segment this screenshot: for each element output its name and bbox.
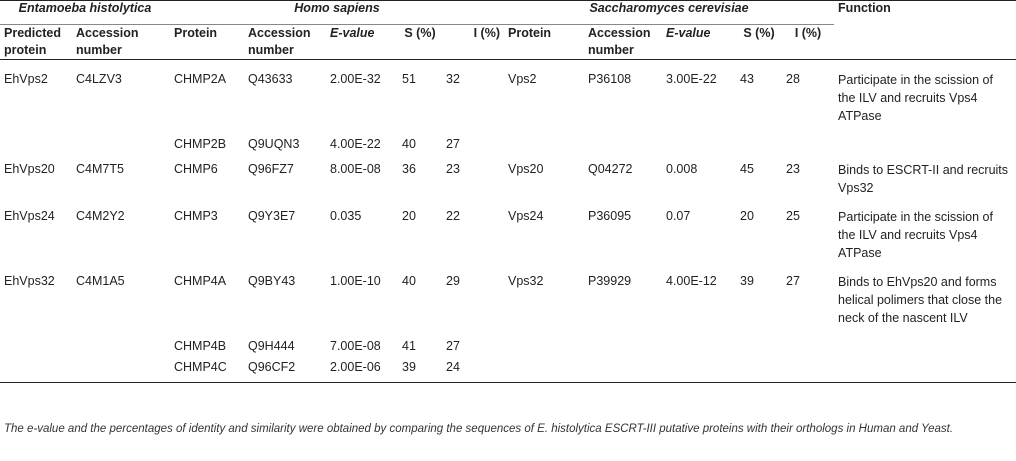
table-row [0,153,1016,197]
col-hs-evalue: E-value [330,26,375,40]
table-row [0,262,1016,327]
hs-s-cell: 40 [402,274,416,288]
function-cell: Participate in the scission of the ILV and recruits Vps4 ATPase [838,210,993,260]
function-cell [834,355,1016,376]
col-sc-protein: Protein [508,26,552,40]
function-cell [834,327,1016,355]
hs-protein-cell: CHMP3 [174,209,218,223]
sc-protein-cell: Vps24 [508,209,544,223]
col-sc-evalue: E-value [666,26,711,40]
col-sc-s: S (%) [743,26,775,40]
sc-s-cell: 43 [740,72,754,86]
hs-i-cell: 29 [446,274,460,288]
eh-protein-cell: EhVps20 [4,162,55,176]
sc-protein-cell [504,327,584,355]
hs-evalue-cell: 8.00E-08 [330,162,381,176]
hs-i-cell: 23 [446,162,460,176]
eh-accession-cell: C4M7T5 [76,162,124,176]
hs-evalue-cell: 1.00E-10 [330,274,381,288]
eh-accession-cell [72,125,170,153]
group-header-row [0,0,1016,25]
sc-accession-cell: P36095 [588,209,632,223]
col-hs-accession: Accession number [248,26,311,57]
eh-protein-cell [0,327,72,355]
sc-i-cell [782,125,834,153]
sc-accession-cell: P36108 [588,72,632,86]
column-header-row [0,25,1016,60]
function-cell: Binds to ESCRT-II and recruits Vps32 [838,163,1009,195]
hs-s-cell: 20 [402,209,416,223]
sc-accession-cell: Q04272 [588,162,633,176]
sc-s-cell: 20 [740,209,754,223]
hs-accession-cell: Q9BY43 [248,274,296,288]
sc-protein-cell: Vps20 [508,162,544,176]
sc-accession-cell [584,125,662,153]
hs-s-cell: 39 [402,360,416,374]
sc-evalue-cell: 0.008 [666,162,698,176]
sc-i-cell: 28 [786,72,800,86]
sc-i-cell: 27 [786,274,800,288]
table-row [0,197,1016,262]
hs-accession-cell: Q96FZ7 [248,162,294,176]
group-entamoeba: Entamoeba histolytica [18,1,152,15]
sc-s-cell: 45 [740,162,754,176]
sc-i-cell [782,355,834,376]
hs-protein-cell: CHMP4B [174,339,227,353]
table-row [0,327,1016,355]
eh-accession-cell [72,355,170,376]
hs-accession-cell: Q9H444 [248,339,295,353]
function-cell: Binds to EhVps20 and forms helical polimers that close the neck of the nascent ILV [838,275,1003,325]
sc-protein-cell: Vps32 [508,274,544,288]
col-predicted-protein: Predicted protein [4,26,61,57]
eh-protein-cell: EhVps24 [4,209,55,223]
eh-accession-cell: C4M1A5 [76,274,125,288]
col-hs-s: S (%) [404,26,436,40]
group-homo-sapiens: Homo sapiens [294,1,380,15]
hs-i-cell: 24 [446,360,460,374]
table-row [0,125,1016,153]
group-saccharomyces: Saccharomyces cerevisiae [589,1,749,15]
sc-evalue-cell: 4.00E-12 [666,274,717,288]
hs-evalue-cell: 2.00E-32 [330,72,381,86]
group-function: Function [838,1,891,15]
table-row [0,60,1016,125]
sc-s-cell: 39 [740,274,754,288]
table-footnote: The e-value and the percentages of identity and similarity were obtained by comparing the sequences of E. histolytica ESCRT-III putative proteins with their orthologs in Human and Yeast. [4,423,954,435]
col-sc-accession: Accession number [588,26,651,57]
sc-evalue-cell: 3.00E-22 [666,72,717,86]
col-eh-accession: Accession number [76,26,139,57]
sc-i-cell [782,327,834,355]
table-body [0,60,1016,376]
hs-evalue-cell: 4.00E-22 [330,137,381,151]
hs-evalue-cell: 2.00E-06 [330,360,381,374]
hs-s-cell: 36 [402,162,416,176]
sc-evalue-cell: 0.07 [666,209,691,223]
eh-accession-cell: C4LZV3 [76,72,122,86]
hs-protein-cell: CHMP2B [174,137,227,151]
col-hs-protein: Protein [174,26,218,40]
sc-i-cell: 23 [786,162,800,176]
eh-protein-cell [0,355,72,376]
sc-evalue-cell [662,355,736,376]
eh-protein-cell [0,125,72,153]
hs-accession-cell: Q9UQN3 [248,137,300,151]
col-sc-i: I (%) [794,26,822,40]
table-row [0,355,1016,376]
hs-s-cell: 51 [402,72,416,86]
function-cell [834,125,1016,153]
hs-i-cell: 27 [446,339,460,353]
eh-protein-cell: EhVps2 [4,72,48,86]
hs-i-cell: 32 [446,72,460,86]
function-cell: Participate in the scission of the ILV and recruits Vps4 ATPase [838,73,993,123]
hs-evalue-cell: 0.035 [330,209,362,223]
sc-protein-cell [504,125,584,153]
hs-protein-cell: CHMP6 [174,162,218,176]
hs-i-cell: 22 [446,209,460,223]
hs-protein-cell: CHMP4C [174,360,227,374]
table-bottom-rule [0,376,1016,383]
sc-s-cell [736,125,782,153]
hs-accession-cell: Q9Y3E7 [248,209,296,223]
eh-accession-cell [72,327,170,355]
col-hs-i: I (%) [473,26,500,40]
eh-accession-cell: C4M2Y2 [76,209,125,223]
sc-i-cell: 25 [786,209,800,223]
sc-accession-cell [584,355,662,376]
hs-s-cell: 40 [402,137,416,151]
hs-accession-cell: Q43633 [248,72,293,86]
hs-accession-cell: Q96CF2 [248,360,296,374]
hs-protein-cell: CHMP2A [174,72,227,86]
eh-protein-cell: EhVps32 [4,274,55,288]
col-function-spacer [834,25,1016,60]
sc-accession-cell [584,327,662,355]
sc-s-cell [736,327,782,355]
sc-evalue-cell [662,327,736,355]
sc-accession-cell: P39929 [588,274,632,288]
hs-s-cell: 41 [402,339,416,353]
hs-protein-cell: CHMP4A [174,274,227,288]
sc-protein-cell [504,355,584,376]
hs-evalue-cell: 7.00E-08 [330,339,381,353]
sc-protein-cell: Vps2 [508,72,537,86]
sc-s-cell [736,355,782,376]
sc-evalue-cell [662,125,736,153]
hs-i-cell: 27 [446,137,460,151]
